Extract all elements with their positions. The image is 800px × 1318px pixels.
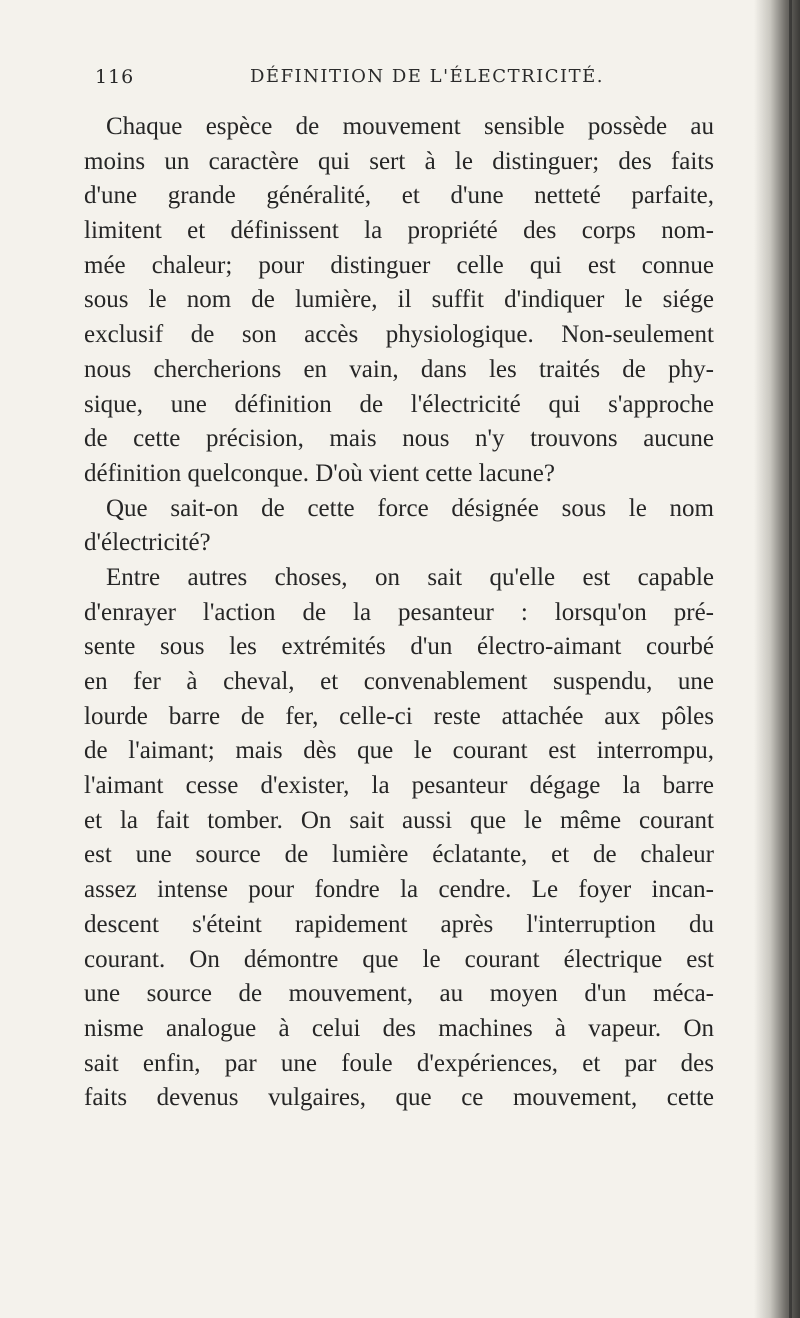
text-line: sente sous les extrémités d'un électro-aimant courbé (84, 633, 714, 661)
text-line: sous le nom de lumière, il suffit d'indiquer le siége (84, 286, 714, 314)
text-line: définition quelconque. D'où vient cette lacune? (84, 459, 555, 487)
text-line: assez intense pour fondre la cendre. Le foyer incan- (84, 876, 714, 904)
page-binding-edge (789, 0, 792, 1318)
text-line: Que sait-on de cette force désignée sous le nom (106, 494, 714, 522)
text-line: mée chaleur; pour distinguer celle qui est connue (84, 251, 714, 279)
page-header (95, 66, 720, 96)
text-line: lourde barre de fer, celle-ci reste attachée aux pôles (84, 702, 714, 730)
text-line: sique, une définition de l'électricité qui s'approche (84, 390, 714, 418)
text-line: l'aimant cesse d'exister, la pesanteur dégage la barre (84, 772, 714, 800)
page-binding-shadow (754, 0, 800, 1318)
text-line: est une source de lumière éclatante, et de chaleur (84, 841, 714, 869)
text-line: exclusif de son accès physiologique. Non-seulement (84, 321, 714, 349)
text-line: de l'aimant; mais dès que le courant est interrompu, (84, 737, 714, 765)
text-line: moins un caractère qui sert à le distinguer; des faits (84, 147, 714, 175)
text-line: de cette précision, mais nous n'y trouvons aucune (84, 425, 714, 453)
text-line: courant. On démontre que le courant électrique est (84, 945, 714, 973)
text-line: descent s'éteint rapidement après l'interruption du (84, 910, 714, 938)
running-title: DÉFINITION DE L'ÉLECTRICITÉ. (250, 66, 604, 87)
text-line: d'une grande généralité, et d'une netteté parfaite, (84, 182, 714, 210)
body-text (84, 110, 714, 1116)
page-number: 116 (95, 66, 135, 88)
text-line: nous chercherions en vain, dans les traités de phy- (84, 355, 714, 383)
text-line: faits devenus vulgaires, que ce mouvement, cette (84, 1084, 714, 1112)
text-line: d'enrayer l'action de la pesanteur : lorsqu'on pré- (84, 598, 714, 626)
text-line: Chaque espèce de mouvement sensible possède au (106, 113, 714, 140)
text-line: et la fait tomber. On sait aussi que le même courant (84, 806, 714, 834)
text-line: une source de mouvement, au moyen d'un méca- (84, 980, 714, 1008)
text-line: Entre autres choses, on sait qu'elle est capable (106, 563, 714, 591)
text-line: d'électricité? (84, 529, 211, 557)
text-line: en fer à cheval, et convenablement suspendu, une (84, 668, 714, 695)
text-line: limitent et définissent la propriété des corps nom- (84, 217, 714, 245)
text-line: sait enfin, par une foule d'expériences, et par des (84, 1049, 714, 1077)
text-line: nisme analogue à celui des machines à vapeur. On (84, 1014, 714, 1042)
